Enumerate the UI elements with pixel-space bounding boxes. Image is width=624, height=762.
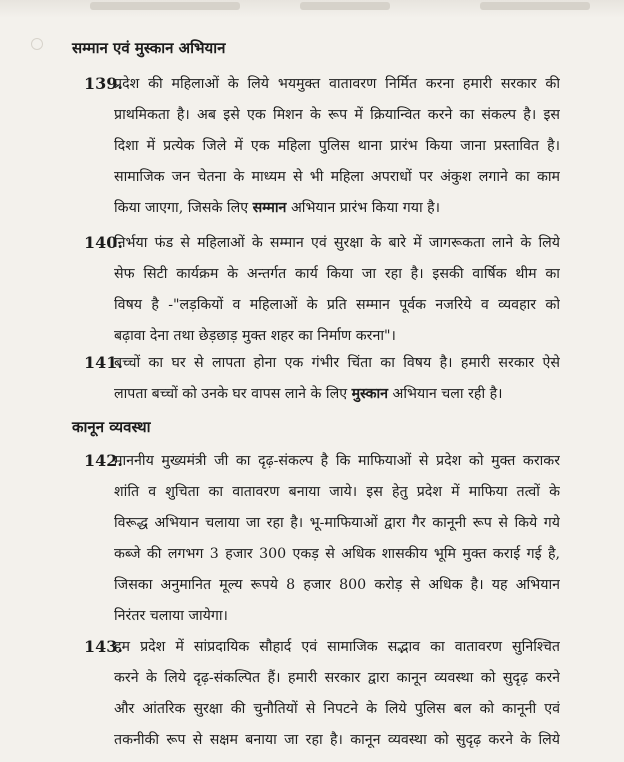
paragraph-number: 141. bbox=[84, 353, 123, 372]
bleed-mark bbox=[90, 2, 240, 10]
paragraph-line: प्राथमिकता है। अब इसे एक मिशन के रूप में क्रियान्वित करने का संकल्प है। इस bbox=[114, 107, 560, 123]
previous-page-bleed bbox=[0, 0, 624, 18]
paragraph-line: बच्चों का घर से लापता होना एक गंभीर चिंता का विषय है। हमारी सरकार ऐसे bbox=[114, 355, 560, 371]
paragraph-line bbox=[114, 384, 560, 404]
paragraph-number: 143. bbox=[84, 637, 123, 656]
paragraph-line: दिशा में प्रत्येक जिले में एक महिला पुलिस थाना प्रारंभ किया जाना प्रस्तावित है। bbox=[114, 138, 560, 154]
bold-campaign-name: सम्मान bbox=[252, 200, 287, 216]
line-text: अभियान प्रारंभ किया गया है। bbox=[286, 200, 441, 216]
paragraph-number: 140. bbox=[84, 233, 123, 252]
paragraph-line: विरूद्ध अभियान चलाया जा रहा है। भू-माफियाओं द्वारा गैर कानूनी रूप से किये गये bbox=[114, 515, 560, 531]
paragraph-line: तकनीकी रूप से सक्षम बनाया जा रहा है। कानून व्यवस्था को सुदृढ़ करने के लिये bbox=[114, 732, 560, 748]
paragraph-line: शांति व शुचिता का वातावरण बनाया जाये। इस हेतु प्रदेश में माफिया तत्वों के bbox=[114, 484, 560, 500]
section-heading-samman-muskan: सम्मान एवं मुस्कान अभियान bbox=[72, 39, 226, 57]
paragraph-line: सामाजिक जन चेतना के माध्यम से भी महिला अपराधों पर अंकुश लगाने का काम bbox=[114, 169, 560, 185]
bleed-mark bbox=[300, 2, 390, 10]
bleed-mark bbox=[480, 2, 590, 10]
paragraph-line: विषय है -"लड़कियों व महिलाओं के प्रति सम्मान पूर्वक नजरिये व व्यवहार को bbox=[114, 297, 560, 313]
line-text: किया जाएगा, जिसके लिए bbox=[114, 200, 253, 216]
paragraph-line: हम प्रदेश में सांप्रदायिक सौहार्द एवं सामाजिक सद्भाव का वातावरण सुनिश्चित bbox=[114, 639, 560, 655]
line-text: अभियान चला रही है। bbox=[388, 386, 503, 402]
paragraph-number: 142. bbox=[84, 451, 123, 470]
paragraph-line: माननीय मुख्यमंत्री जी का दृढ़-संकल्प है कि माफियाओं से प्रदेश को मुक्त कराकर bbox=[114, 453, 560, 469]
paragraph-line: कब्जे की लगभग 3 हजार 300 एकड़ से अधिक शासकीय भूमि मुक्त कराई गई है, bbox=[114, 546, 560, 562]
paragraph-line: करने के लिये दृढ़-संकल्पित हैं। हमारी सरकार द्वारा कानून व्यवस्था को सुदृढ़ करने bbox=[114, 670, 560, 686]
section-heading-kanoon-vyavastha: कानून व्यवस्था bbox=[72, 418, 151, 436]
paragraph-line: और आंतरिक सुरक्षा की चुनौतियों से निपटने के लिये पुलिस बल को कानूनी एवं bbox=[114, 701, 560, 717]
paragraph-line: निर्भया फंड से महिलाओं के सम्मान एवं सुरक्षा के बारे में जागरूकता लाने के लिये bbox=[114, 235, 560, 251]
bold-campaign-name: मुस्कान bbox=[351, 386, 389, 402]
line-text: लापता बच्चों को उनके घर वापस लाने के लिए bbox=[114, 386, 352, 402]
paragraph-line: बढ़ावा देना तथा छेड़छाड़ मुक्त शहर का निर्माण करना"। bbox=[114, 328, 396, 344]
paragraph-number: 139. bbox=[84, 74, 123, 93]
binding-hole-mark bbox=[31, 38, 43, 50]
paragraph-line bbox=[114, 198, 560, 218]
paragraph-line: सेफ सिटी कार्यक्रम के अन्तर्गत कार्य किया जा रहा है। इसकी वार्षिक थीम का bbox=[114, 266, 560, 282]
paragraph-line: निरंतर चलाया जायेगा। bbox=[114, 608, 228, 624]
paragraph-line: प्रदेश की महिलाओं के लिये भयमुक्त वातावरण निर्मित करना हमारी सरकार की bbox=[114, 76, 560, 92]
paragraph-line: जिसका अनुमानित मूल्य रूपये 8 हजार 800 करोड़ से अधिक है। यह अभियान bbox=[114, 577, 560, 593]
